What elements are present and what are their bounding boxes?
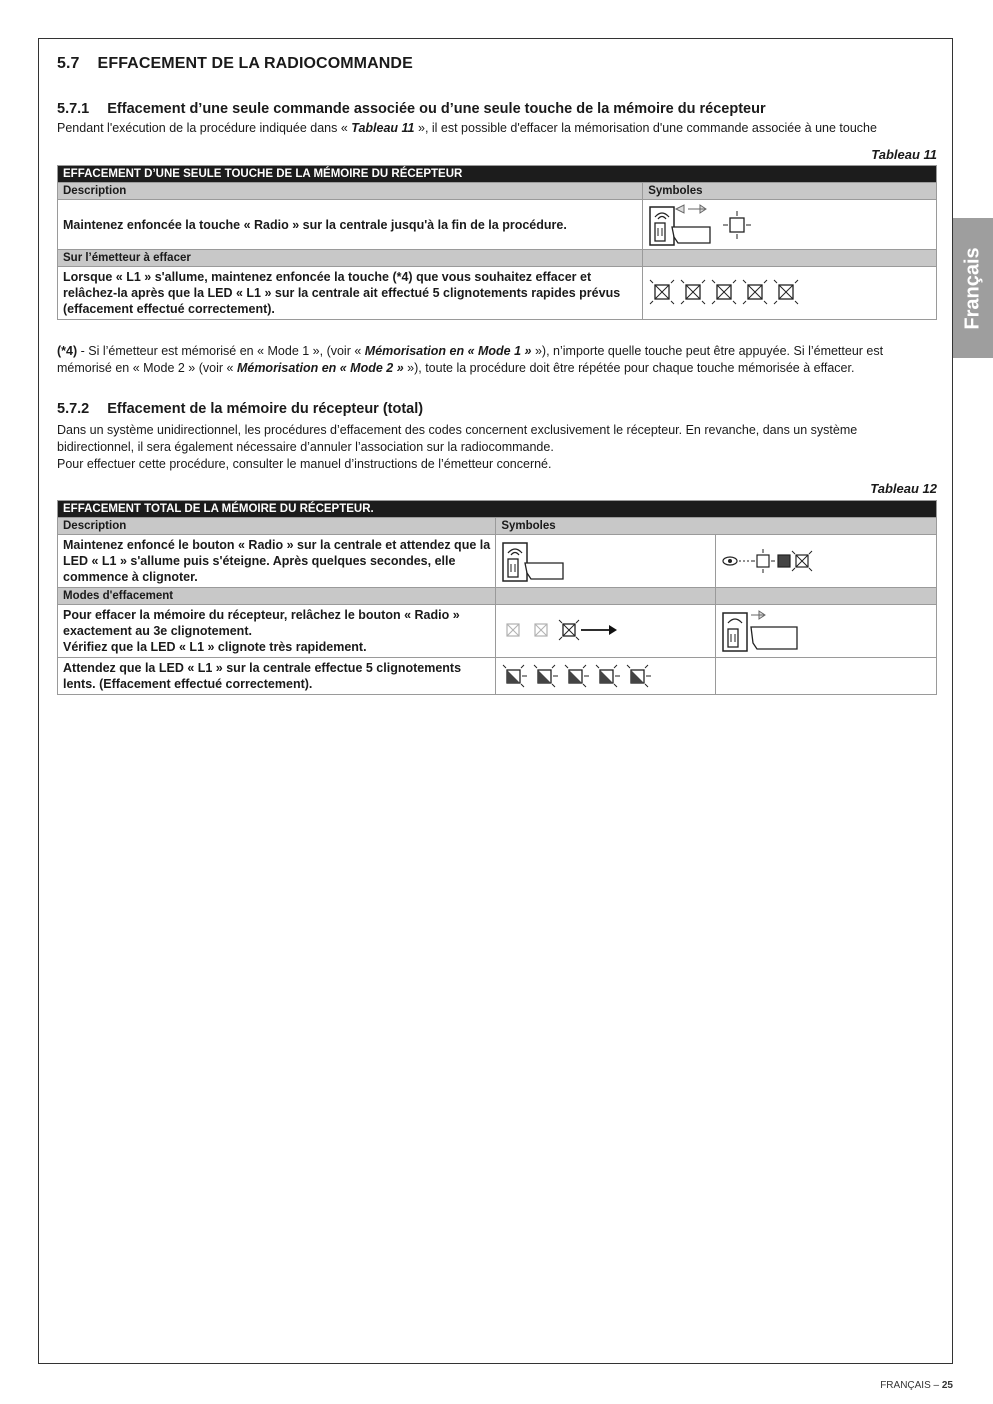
- section-title: EFFACEMENT DE LA RADIOCOMMANDE: [97, 55, 413, 72]
- content: [57, 53, 937, 695]
- table12-row2-line1: Pour effacer la mémoire du récepteur, relâchez le bouton « Radio » exactement au 3e clignotement.: [63, 608, 460, 638]
- table11-row2-description: Lorsque « L1 » s'allume, maintenez enfoncée la touche (*4) que vous souhaitez effacer et relâchez-la après que la LED « L1 » sur la centrale ait effectué 5 clignotements rapides prévus (effacement effectué correctement).: [58, 267, 643, 320]
- subsection-2-para1: Dans un système unidirectionnel, les procédures d’effacement des codes concernent exclusivement le récepteur. En revanche, dans un système bidirectionnel, il sera également nécessaire d’annuler l’association sur la radiocommande.: [57, 423, 858, 454]
- table-12: [57, 500, 937, 695]
- table12-subheader-empty-b: [716, 588, 937, 605]
- table11-header: EFFACEMENT D’UNE SEULE TOUCHE DE LA MÉMOIRE DU RÉCEPTEUR: [58, 166, 937, 183]
- table12-row2-symbol-b: [716, 605, 937, 658]
- led-blink-arrow-icon: [501, 616, 621, 646]
- table11-row1-description: Maintenez enfoncée la touche « Radio » sur la centrale jusqu'à la fin de la procédure.: [58, 200, 643, 250]
- subsection-1-intro: [57, 120, 937, 137]
- intro-text-b: », il est possible d'effacer la mémorisation d'une commande associée à une touche: [414, 121, 877, 135]
- table12-header: EFFACEMENT TOTAL DE LA MÉMOIRE DU RÉCEPTEUR.: [58, 501, 937, 518]
- table11-col-symbols: Symboles: [643, 183, 937, 200]
- radio-button-press-icon: [648, 203, 714, 247]
- eye-led-sequence-icon: [721, 546, 821, 576]
- subsection-1-heading: [57, 101, 937, 117]
- table-11: [57, 165, 937, 320]
- table11-caption: Tableau 11: [871, 147, 937, 162]
- table12-row3-description: Attendez que la LED « L1 » sur la centrale effectue 5 clignotements lents. (Effacement effectué correctement).: [58, 658, 496, 695]
- page-footer: [880, 1380, 953, 1391]
- subsection-2-para2: Pour effectuer cette procédure, consulter le manuel d’instructions de l’émetteur concerné.: [57, 457, 552, 471]
- table12-subheader-empty-a: [496, 588, 716, 605]
- table12-row3-empty: [716, 658, 937, 695]
- footer-label: FRANÇAIS –: [880, 1380, 942, 1391]
- intro-table-ref: Tableau 11: [351, 121, 415, 135]
- led-blink-fast-icons: [648, 278, 808, 308]
- note-ref-mode1: Mémorisation en « Mode 1 »: [364, 344, 532, 358]
- intro-text-a: Pendant l'exécution de la procédure indiquée dans «: [57, 121, 352, 135]
- language-side-tab: [953, 218, 993, 358]
- table12-subheader: Modes d'effacement: [58, 588, 496, 605]
- table12-row2-line2: Vérifiez que la LED « L1 » clignote très rapidement.: [63, 640, 367, 654]
- subsection-2-title: Effacement de la mémoire du récepteur (total): [107, 401, 424, 417]
- table11-row1-symbols: [643, 200, 937, 250]
- led-blink-slow-icons: [501, 662, 661, 690]
- page-number: 25: [941, 1380, 953, 1391]
- note-text-c: »), toute la procédure doit être répétée pour chaque touche mémorisée à effacer.: [403, 361, 855, 375]
- table11-row2-symbols: [643, 267, 937, 320]
- language-side-tab-label: Français: [961, 246, 984, 330]
- table12-row1-symbol-b: [716, 535, 937, 588]
- note-text-a: - Si l’émetteur est mémorisé en « Mode 1 », (voir «: [77, 344, 365, 358]
- subsection-2-number: 5.7.2: [57, 401, 90, 417]
- table12-row2-description: [58, 605, 496, 658]
- radio-button-release-icon: [721, 609, 801, 653]
- page-frame: [38, 38, 953, 1364]
- note-marker: (*4): [57, 344, 78, 358]
- table12-col-description: Description: [58, 518, 496, 535]
- radio-button-press-icon: [501, 539, 567, 583]
- table12-row3-symbols: [496, 658, 716, 695]
- subsection-2-heading: [57, 401, 937, 417]
- table11-subheader: Sur l’émetteur à effacer: [58, 250, 643, 267]
- note-4: [57, 343, 937, 377]
- table12-row1-description: Maintenez enfoncé le bouton « Radio » sur la centrale et attendez que la LED « L1 » s'allume puis s'éteigne. Après quelques secondes, elle commence à clignoter.: [58, 535, 496, 588]
- section-heading: [57, 55, 937, 73]
- note-ref-mode2: Mémorisation en « Mode 2 »: [236, 361, 404, 375]
- note-text-b: »), n’importe quelle touche peut être appuyée. Si l’émetteur est mémorisé en « Mode 2 » (voir «: [57, 344, 884, 375]
- table11-col-description: Description: [58, 183, 643, 200]
- table12-row2-symbol-a: [496, 605, 716, 658]
- table11-subheader-empty: [643, 250, 937, 267]
- table12-row1-symbol-a: [496, 535, 716, 588]
- table12-col-symbols: Symboles: [496, 518, 937, 535]
- subsection-1-title: Effacement d’une seule commande associée ou d’une seule touche de la mémoire du récepteur: [107, 101, 766, 117]
- led-off-icon: [722, 210, 752, 240]
- subsection-1-number: 5.7.1: [57, 101, 90, 117]
- section-number: 5.7: [57, 55, 80, 72]
- table12-caption: Tableau 12: [870, 481, 937, 496]
